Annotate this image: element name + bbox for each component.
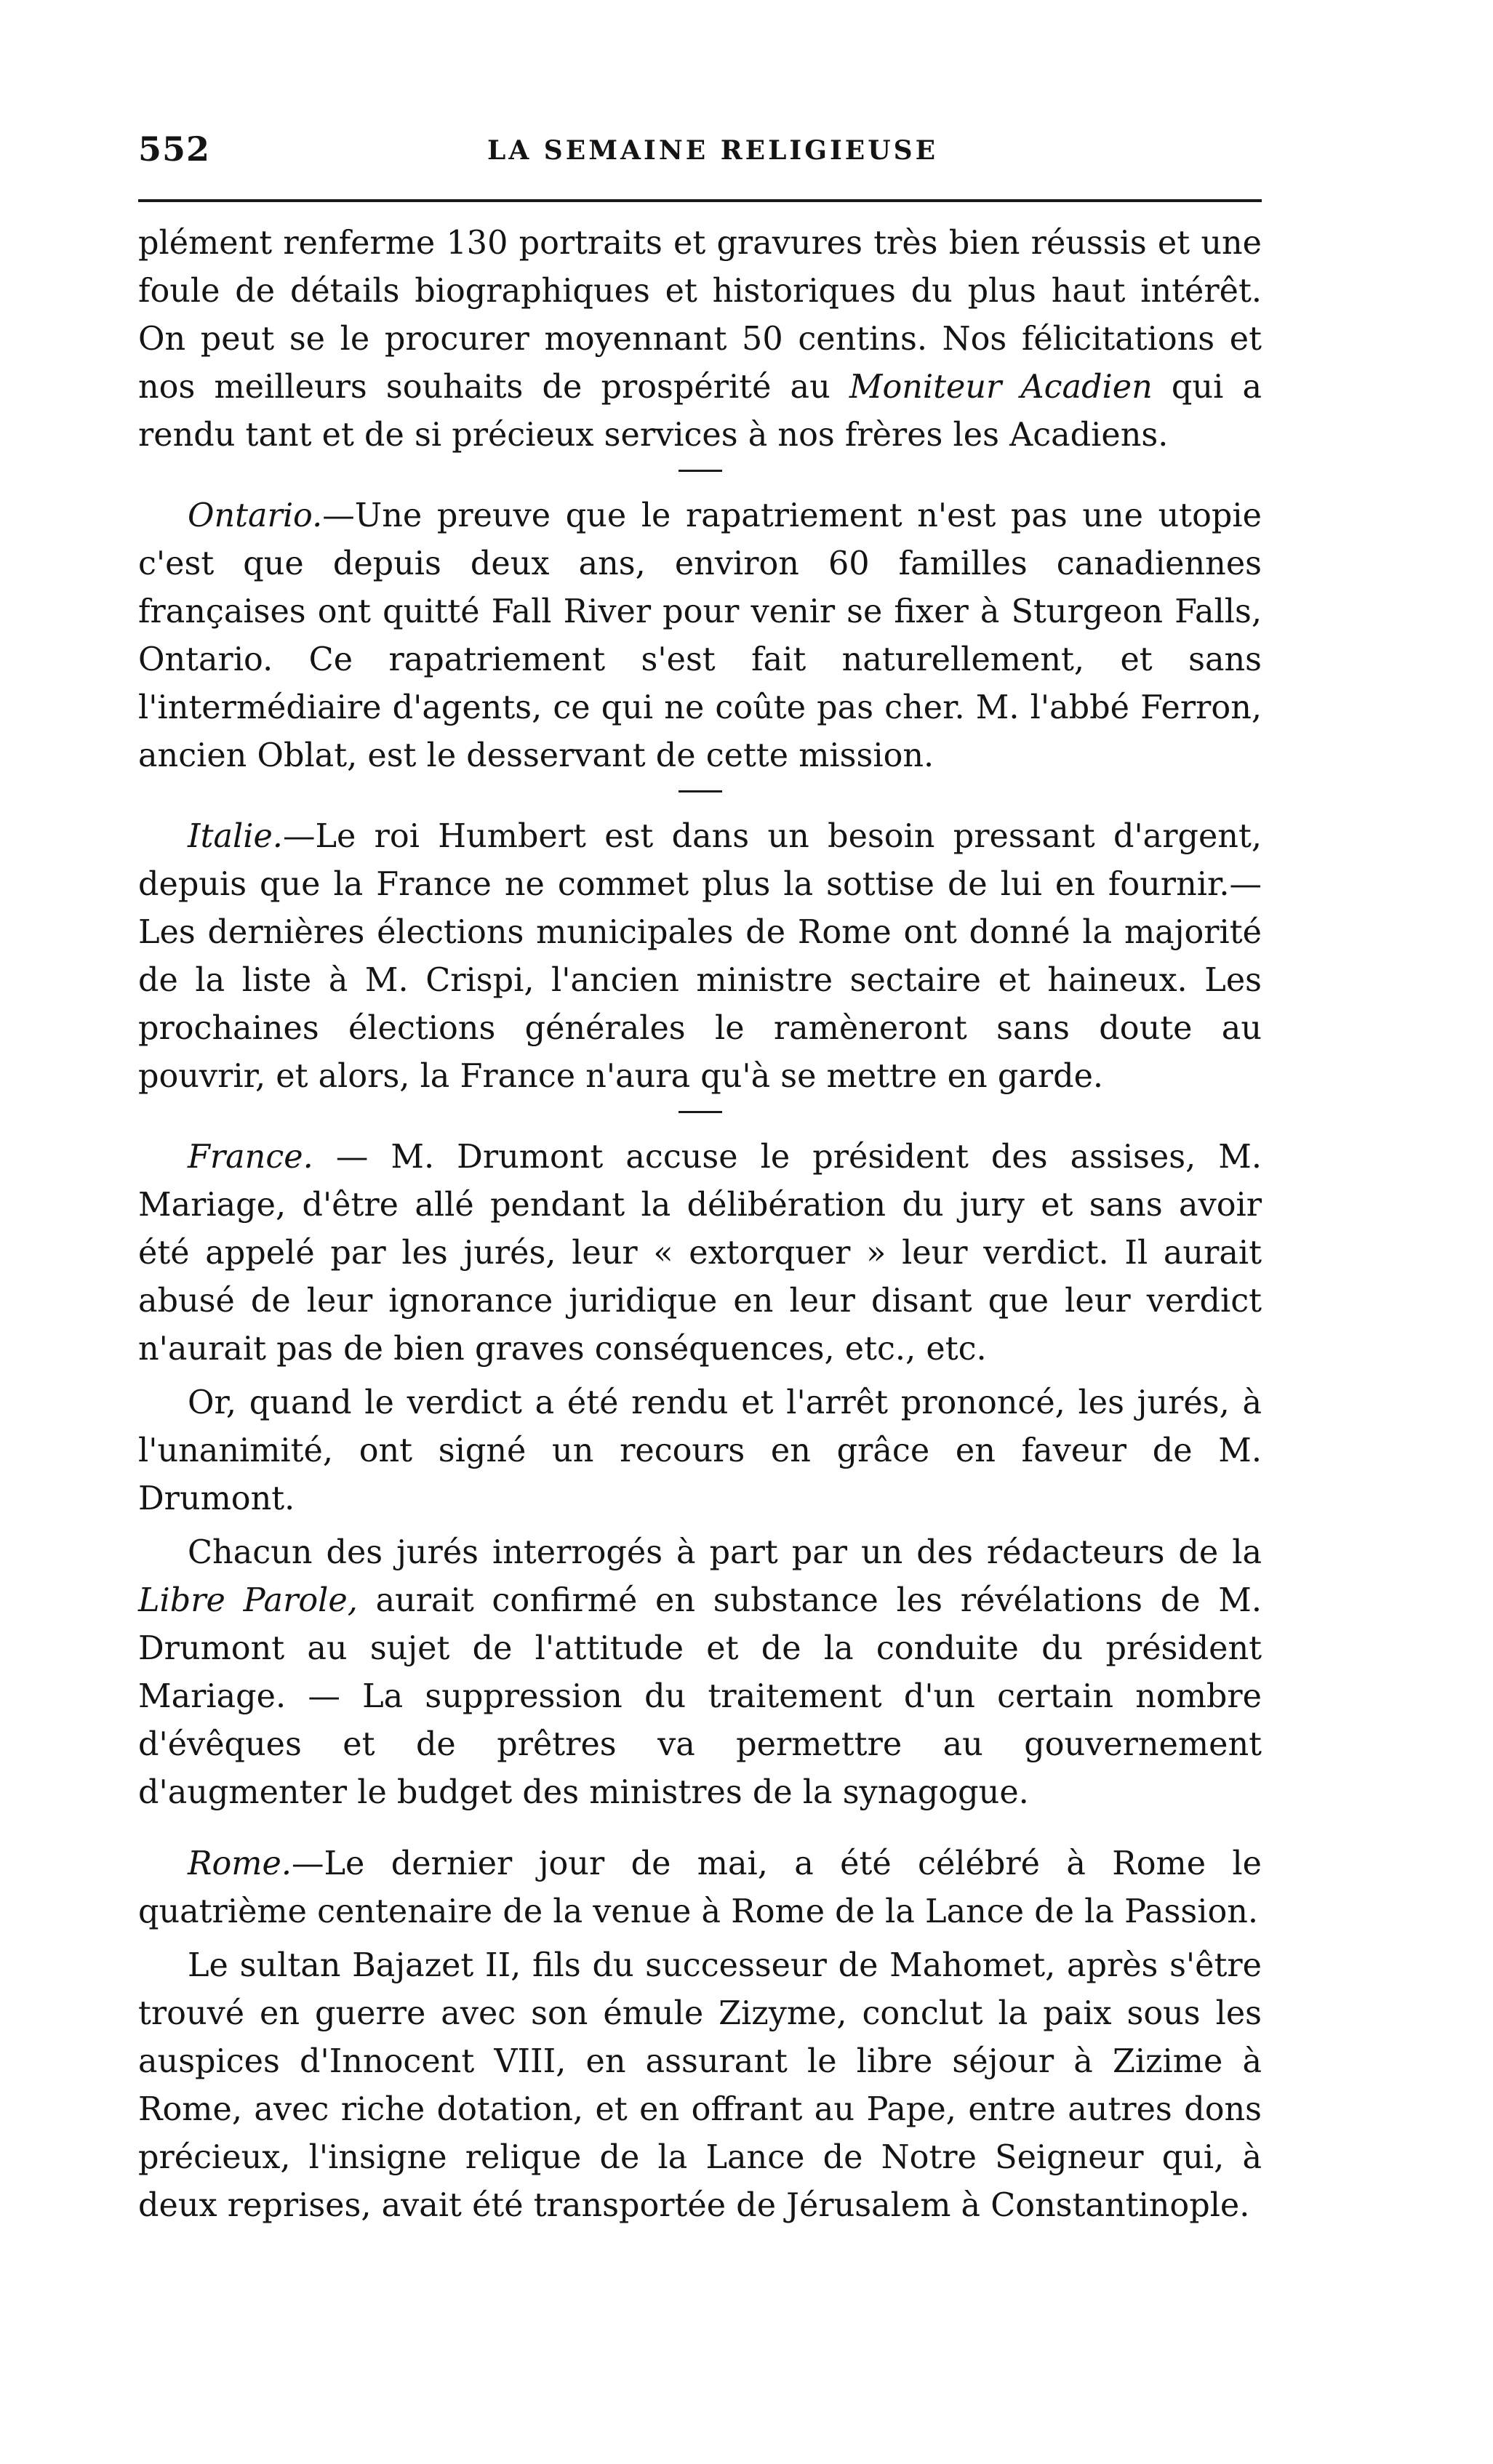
- article-body: [138, 220, 1262, 2236]
- paragraph-text: aurait confirmé en substance les révélations de M. Drumont au sujet de l'attitude et de la conduite du président Mariage. — La suppression du traitement d'un certain nombre d'évêques et de prêtres va permettre au gouvernement d'augmenter le budget des ministres de la synagogue.: [138, 1582, 1262, 1811]
- section-lead-ontario: Ontario.: [188, 497, 323, 534]
- paragraph-france: [138, 1133, 1262, 1373]
- section-lead-france: France.: [188, 1139, 313, 1176]
- paragraph-italie: [138, 813, 1262, 1101]
- paragraph-text: plément renferme 130 portraits et gravures très bien réussis et une foule de détails biographiques et historiques du plus haut intérêt. On peut se le procurer moyennant 50 centins. Nos félicitations et nos meilleurs souhaits de prospérité au: [138, 225, 1262, 406]
- page-number: 552: [138, 129, 211, 169]
- paragraph-text: —Une preuve que le rapatriement n'est pas une utopie c'est que depuis deux ans, environ 60 familles canadiennes françaises ont quitté Fall River pour venir se fixer à Sturgeon Falls, Ontario. Ce rapatriement s'est fait naturellement, et sans l'intermédiaire d'agents, ce qui ne coûte pas cher. M. l'abbé Ferron, ancien Oblat, est le desservant de cette mission.: [138, 497, 1262, 774]
- paragraph-text: Chacun des jurés interrogés à part par un des rédacteurs de la: [188, 1534, 1262, 1571]
- paragraph-text: — M. Drumont accuse le président des assises, M. Mariage, d'être allé pendant la délibération du jury et sans avoir été appelé par les jurés, leur « extorquer » leur verdict. Il aurait abusé de leur ignorance juridique en leur disant que leur verdict n'aurait pas de bien graves conséquences, etc., etc.: [138, 1139, 1262, 1368]
- running-title: LA SEMAINE RELIGIEUSE: [487, 135, 939, 166]
- paragraph-ontario: [138, 492, 1262, 780]
- section-gap: [138, 1823, 1262, 1840]
- paragraph-or: [138, 1379, 1262, 1523]
- section-lead-italie: Italie.: [188, 818, 283, 855]
- italic-title: Libre Parole,: [138, 1582, 358, 1619]
- header-rule: [138, 199, 1262, 202]
- section-separator: [679, 1111, 722, 1113]
- paragraph-sultan: [138, 1942, 1262, 2230]
- paragraph-text: qui a rendu tant et de si précieux services à nos frères les Acadiens.: [138, 369, 1262, 454]
- paragraph-chacun: [138, 1529, 1262, 1817]
- page-header: [138, 129, 1258, 176]
- italic-title: Moniteur Acadien: [849, 369, 1153, 406]
- paragraph-text: —Le roi Humbert est dans un besoin pressant d'argent, depuis que la France ne commet plus la sottise de lui en fournir.— Les dernières élections municipales de Rome ont donné la majorité de la liste à M. Crispi, l'ancien ministre sectaire et haineux. Les prochaines élections générales le ramèneront sans doute au pouvrir, et alors, la France n'aura qu'à se mettre en garde.: [138, 818, 1262, 1095]
- section-lead-rome: Rome.: [188, 1845, 292, 1882]
- section-separator: [679, 790, 722, 792]
- paragraph-text: —Le dernier jour de mai, a été célébré à Rome le quatrième centenaire de la venue à Rome de la Lance de la Passion.: [138, 1845, 1262, 1930]
- section-separator: [679, 470, 722, 472]
- paragraph-rome: [138, 1840, 1262, 1936]
- paragraph-text: Or, quand le verdict a été rendu et l'arrêt prononcé, les jurés, à l'unanimité, ont signé un recours en grâce en faveur de M. Drumont.: [138, 1384, 1262, 1517]
- paragraph-continuation: [138, 220, 1262, 460]
- paragraph-text: Le sultan Bajazet II, fils du successeur de Mahomet, après s'être trouvé en guerre avec son émule Zizyme, conclut la paix sous les auspices d'Innocent VIII, en assurant le libre séjour à Zizime à Rome, avec riche dotation, et en offrant au Pape, entre autres dons précieux, l'insigne relique de la Lance de Notre Seigneur qui, à deux reprises, avait été transportée de Jérusalem à Constantinople.: [138, 1947, 1262, 2224]
